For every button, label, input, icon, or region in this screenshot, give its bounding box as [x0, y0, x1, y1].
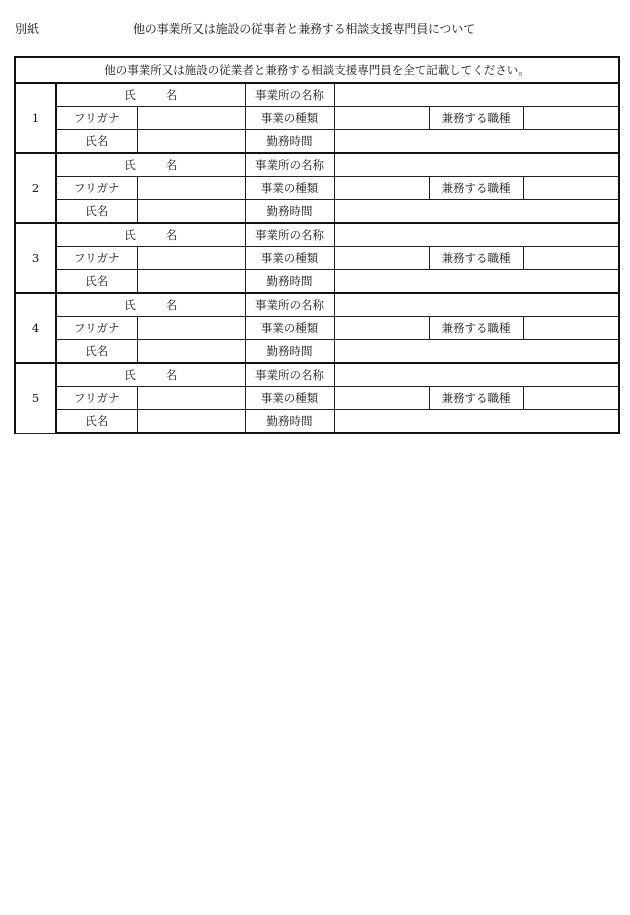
business-type-label: 事業の種類 — [245, 387, 334, 410]
furigana-label: フリガナ — [56, 387, 137, 410]
concurrent-job-label: 兼務する職種 — [429, 317, 523, 340]
business-type-field[interactable] — [334, 387, 429, 410]
entry-number: 5 — [15, 363, 56, 433]
concurrent-job-field[interactable] — [523, 247, 619, 270]
work-hours-field[interactable] — [334, 270, 619, 294]
concurrent-job-field[interactable] — [523, 107, 619, 130]
work-hours-label: 勤務時間 — [245, 130, 334, 154]
office-name-label: 事業所の名称 — [245, 293, 334, 317]
entry-number: 1 — [15, 83, 56, 153]
furigana-field[interactable] — [137, 387, 245, 410]
office-name-field[interactable] — [334, 363, 619, 387]
entry-number: 4 — [15, 293, 56, 363]
name-header: 氏 名 — [56, 223, 245, 247]
instruction-text: 他の事業所又は施設の従業者と兼務する相談支援専門員を全て記載してください。 — [15, 57, 619, 83]
business-type-label: 事業の種類 — [245, 177, 334, 200]
name-field[interactable] — [137, 410, 245, 434]
attachment-label: 別紙 — [15, 22, 40, 36]
concurrent-job-label: 兼務する職種 — [429, 107, 523, 130]
concurrent-job-field[interactable] — [523, 317, 619, 340]
name-header: 氏 名 — [56, 83, 245, 107]
business-type-field[interactable] — [334, 177, 429, 200]
business-type-label: 事業の種類 — [245, 107, 334, 130]
work-hours-field[interactable] — [334, 130, 619, 154]
work-hours-label: 勤務時間 — [245, 200, 334, 224]
name-label: 氏名 — [56, 200, 137, 224]
work-hours-field[interactable] — [334, 340, 619, 364]
furigana-field[interactable] — [137, 247, 245, 270]
entry-number: 3 — [15, 223, 56, 293]
business-type-field[interactable] — [334, 317, 429, 340]
office-name-field[interactable] — [334, 153, 619, 177]
concurrent-job-field[interactable] — [523, 177, 619, 200]
document-title: 他の事業所又は施設の従事者と兼務する相談支援専門員について — [133, 22, 475, 36]
furigana-field[interactable] — [137, 177, 245, 200]
office-name-field[interactable] — [334, 293, 619, 317]
business-type-label: 事業の種類 — [245, 317, 334, 340]
name-field[interactable] — [137, 130, 245, 154]
concurrent-job-field[interactable] — [523, 387, 619, 410]
furigana-label: フリガナ — [56, 317, 137, 340]
work-hours-field[interactable] — [334, 410, 619, 434]
furigana-field[interactable] — [137, 317, 245, 340]
name-label: 氏名 — [56, 130, 137, 154]
furigana-field[interactable] — [137, 107, 245, 130]
work-hours-label: 勤務時間 — [245, 340, 334, 364]
work-hours-label: 勤務時間 — [245, 270, 334, 294]
furigana-label: フリガナ — [56, 107, 137, 130]
concurrent-job-label: 兼務する職種 — [429, 177, 523, 200]
entry-number: 2 — [15, 153, 56, 223]
furigana-label: フリガナ — [56, 247, 137, 270]
office-name-label: 事業所の名称 — [245, 153, 334, 177]
name-header: 氏 名 — [56, 153, 245, 177]
business-type-label: 事業の種類 — [245, 247, 334, 270]
office-name-label: 事業所の名称 — [245, 83, 334, 107]
office-name-label: 事業所の名称 — [245, 363, 334, 387]
concurrent-job-label: 兼務する職種 — [429, 247, 523, 270]
business-type-field[interactable] — [334, 107, 429, 130]
name-label: 氏名 — [56, 270, 137, 294]
name-label: 氏名 — [56, 340, 137, 364]
name-label: 氏名 — [56, 410, 137, 434]
concurrent-job-label: 兼務する職種 — [429, 387, 523, 410]
concurrent-staff-table — [14, 56, 620, 434]
office-name-field[interactable] — [334, 83, 619, 107]
name-field[interactable] — [137, 340, 245, 364]
furigana-label: フリガナ — [56, 177, 137, 200]
name-header: 氏 名 — [56, 363, 245, 387]
name-header: 氏 名 — [56, 293, 245, 317]
office-name-field[interactable] — [334, 223, 619, 247]
name-field[interactable] — [137, 270, 245, 294]
work-hours-label: 勤務時間 — [245, 410, 334, 434]
name-field[interactable] — [137, 200, 245, 224]
business-type-field[interactable] — [334, 247, 429, 270]
work-hours-field[interactable] — [334, 200, 619, 224]
office-name-label: 事業所の名称 — [245, 223, 334, 247]
